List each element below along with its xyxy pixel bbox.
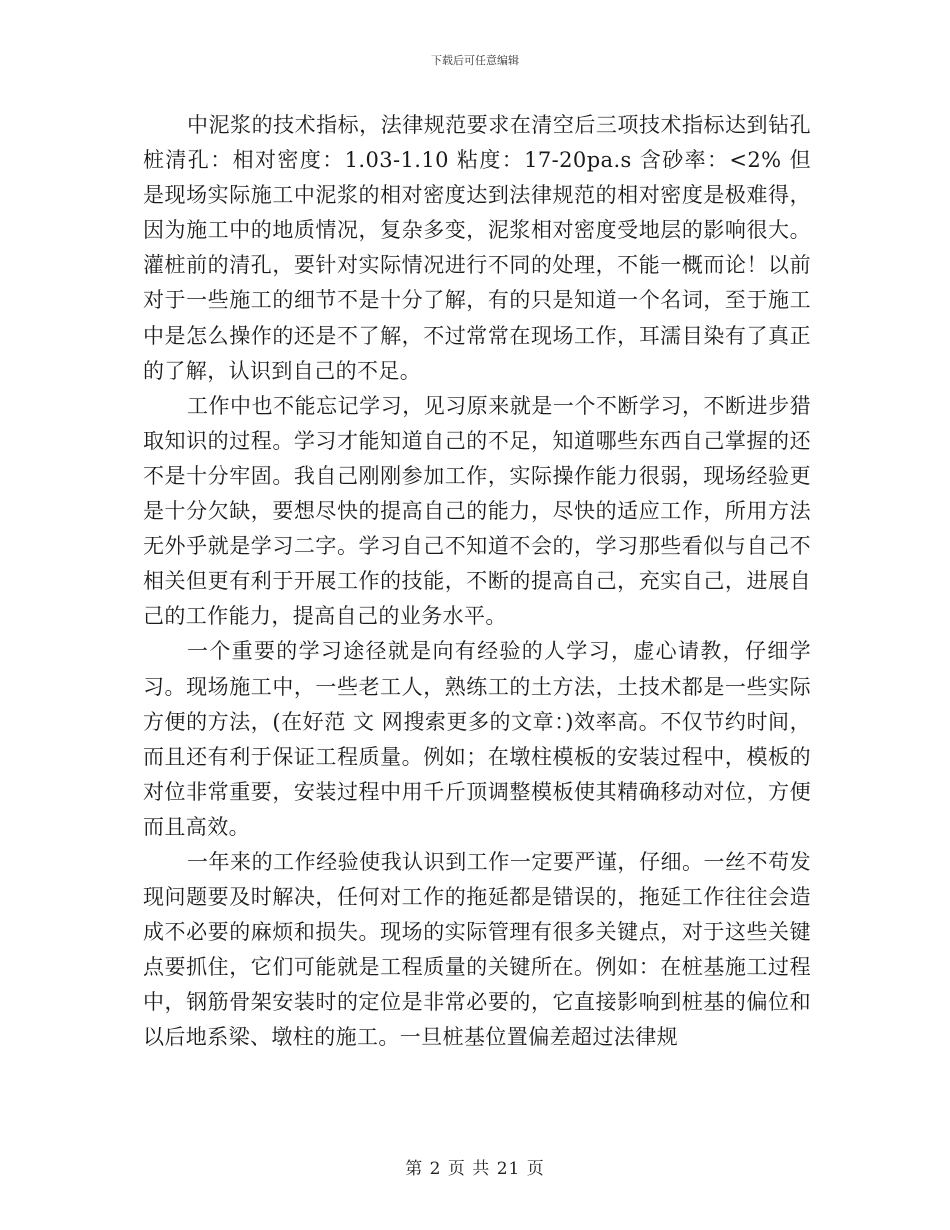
paragraph-1: 中泥浆的技术指标，法律规范要求在清空后三项技术指标达到钻孔桩清孔：相对密度：1.03-1.10 粘度：17-20pa.s 含砂率：<2% 但是现场实际施工中泥浆的相对密度达到法律规范的相对密度是极难得，因为施工中的地质情况，复杂多变，泥浆相对密度受地层的影响很大。灌桩前的清孔，要针对实际情况进行不同的处理，不能一概而论！以前对于一些施工的细节不是十分了解，有的只是知道一个名词，至于施工中是怎么操作的还是不了解，不过常常在现场工作，耳濡目染有了真正的了解，认识到自己的不足。 — [143, 113, 811, 383]
page-number: 第 2 页 共 21 页 — [405, 1159, 545, 1179]
header-note: 下载后可任意编辑 — [431, 54, 519, 67]
paragraph-3: 一个重要的学习途径就是向有经验的人学习，虚心请教，仔细学习。现场施工中，一些老工人，熟练工的土方法，土技术都是一些实际方便的方法，(在好范 文 网搜索更多的文章：)效率高。不仅节约时间，而且还有利于保证工程质量。例如；在墩柱模板的安装过程中，模板的对位非常重要，安装过程中用千斤顶调整模板使其精确移动对位，方便而且高效。 — [143, 639, 811, 839]
page-header — [0, 52, 950, 68]
document-body — [143, 108, 811, 1056]
page-footer — [0, 1154, 950, 1179]
paragraph-4: 一年来的工作经验使我认识到工作一定要严谨，仔细。一丝不苟发现问题要及时解决，任何对工作的拖延都是错误的，拖延工作往往会造成不必要的麻烦和损失。现场的实际管理有很多关键点，对于这些关键点要抓住，它们可能就是工程质量的关键所在。例如：在桩基施工过程中，钢筋骨架安装时的定位是非常必要的，它直接影响到桩基的偏位和以后地系梁、墩柱的施工。一旦桩基位置偏差超过法律规 — [143, 849, 811, 1050]
paragraph-2: 工作中也不能忘记学习，见习原来就是一个不断学习，不断进步猎取知识的过程。学习才能知道自己的不足，知道哪些东西自己掌握的还不是十分牢固。我自己刚刚参加工作，实际操作能力很弱，现场经验更是十分欠缺，要想尽快的提高自己的能力，尽快的适应工作，所用方法无外乎就是学习二字。学习自己不知道不会的，学习那些看似与自己不相关但更有利于开展工作的技能，不断的提高自己，充实自己，进展自己的工作能力，提高自己的业务水平。 — [143, 393, 811, 629]
